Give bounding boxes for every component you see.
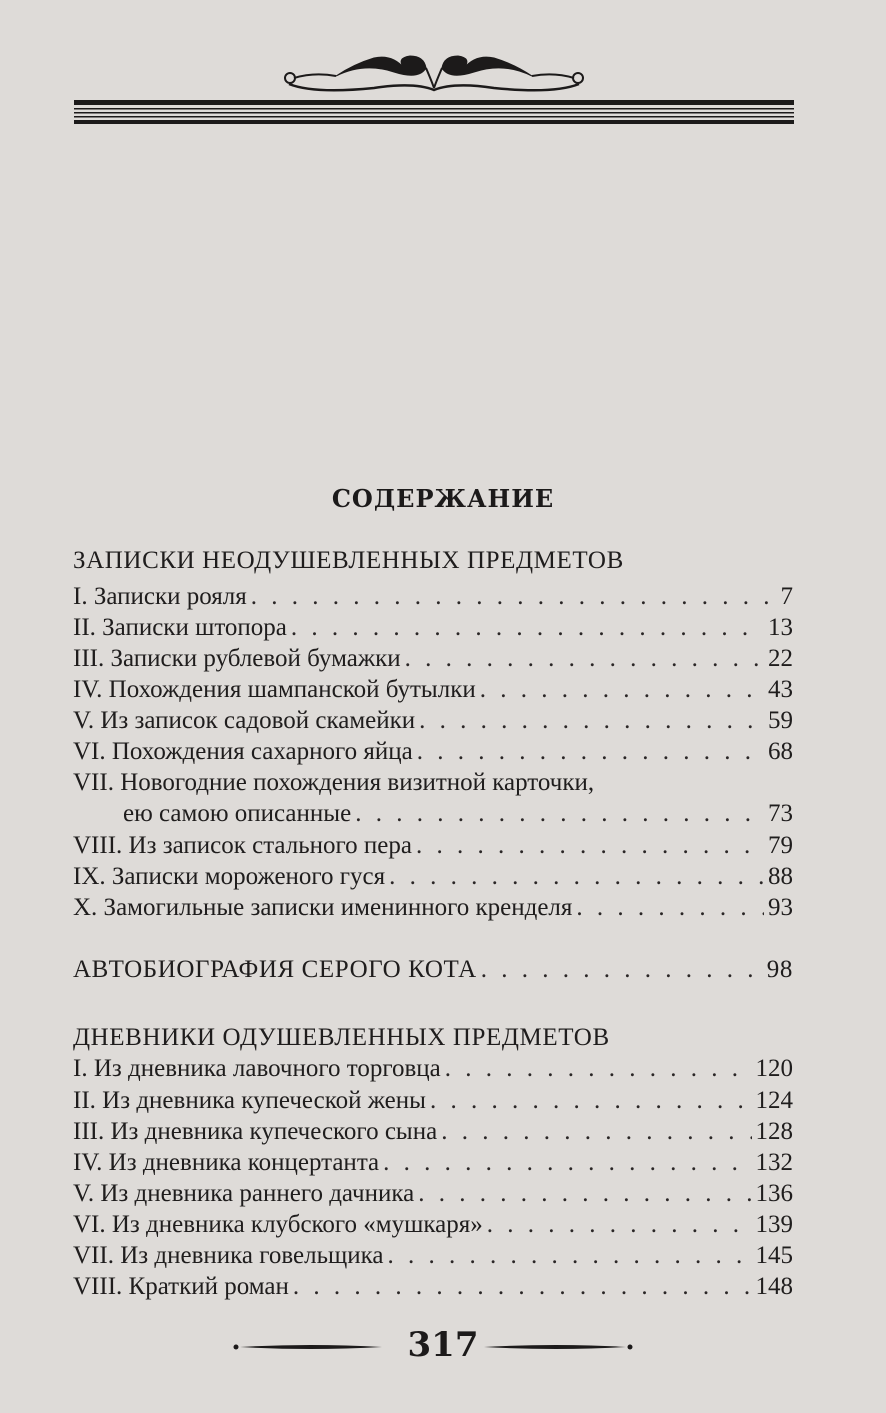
- toc-entry-page: 124: [755, 1087, 793, 1114]
- dot-leader: [419, 707, 764, 735]
- toc-entry[interactable]: [73, 894, 793, 926]
- toc-entry-page: 98: [766, 956, 793, 983]
- toc-entry[interactable]: [73, 1180, 793, 1212]
- section-title-animate: ДНЕВНИКИ ОДУШЕВЛЕННЫХ ПРЕДМЕТОВ: [73, 1024, 610, 1051]
- toc-entry-page: 145: [755, 1242, 793, 1269]
- toc-entry[interactable]: [73, 1055, 793, 1087]
- dot-leader: [389, 863, 764, 891]
- toc-entry-page: 120: [755, 1055, 793, 1082]
- toc-entry-label: АВТОБИОГРАФИЯ СЕРОГО КОТА: [73, 956, 477, 983]
- dot-leader: [417, 738, 764, 766]
- toc-entry-label: I. Из дневника лавочного торговца: [73, 1055, 441, 1082]
- toc-entry-page: 73: [768, 800, 793, 827]
- dot-leader: [416, 832, 764, 860]
- toc-entry-page: 7: [780, 583, 793, 610]
- toc-entry-label: VI. Из дневника клубского «мушкаря»: [73, 1211, 483, 1238]
- toc-entry[interactable]: [73, 614, 793, 646]
- toc-entry[interactable]: [73, 832, 793, 864]
- page-title: СОДЕРЖАНИЕ: [331, 484, 555, 513]
- dot-leader: [441, 1118, 751, 1146]
- toc-entry-label: VII. Новогодние похождения визитной карточки,: [73, 769, 595, 796]
- page-footer: [0, 1325, 886, 1365]
- toc-entry-label: V. Из дневника раннего дачника: [73, 1180, 415, 1207]
- dot-leader: [383, 1149, 751, 1177]
- toc-entry[interactable]: [73, 1087, 793, 1119]
- toc-entry-label: VII. Из дневника говельщика: [73, 1242, 384, 1269]
- toc-entry[interactable]: [73, 1273, 793, 1305]
- toc-entry-label: IX. Записки мороженого гуся: [73, 863, 386, 890]
- toc-entry-label: VI. Похождения сахарного яйца: [73, 738, 413, 765]
- toc-entry-label: ею самою описанные: [123, 800, 352, 827]
- toc-entry-label: VIII. Краткий роман: [73, 1273, 289, 1300]
- toc-entry[interactable]: [73, 1211, 793, 1243]
- dot-leader: [293, 1273, 752, 1301]
- toc-entry[interactable]: [73, 769, 793, 801]
- dot-leader: [480, 676, 764, 704]
- dot-leader: [251, 583, 777, 611]
- toc-entry-page: 43: [768, 676, 793, 703]
- dot-leader: [291, 614, 764, 642]
- decorative-header-ornament: [74, 44, 794, 144]
- page-number: 317: [407, 1325, 479, 1365]
- toc-entry[interactable]: [73, 863, 793, 895]
- dot-leader: [355, 800, 764, 828]
- toc-entry-label: IV. Из дневника концертанта: [73, 1149, 380, 1176]
- toc-entry[interactable]: [73, 676, 793, 708]
- toc-entry-cat-autobiography[interactable]: [73, 956, 793, 988]
- toc-entry-page: 136: [755, 1180, 793, 1207]
- toc-entry-page: 93: [768, 894, 793, 921]
- section-title-inanimate: ЗАПИСКИ НЕОДУШЕВЛЕННЫХ ПРЕДМЕТОВ: [73, 547, 624, 574]
- toc-entry[interactable]: [73, 583, 793, 615]
- toc-entry-label: III. Записки рублевой бумажки: [73, 645, 401, 672]
- toc-entry[interactable]: [73, 1149, 793, 1181]
- toc-entry-page: 13: [768, 614, 793, 641]
- toc-entry-page: 79: [768, 832, 793, 859]
- toc-entry[interactable]: [73, 1118, 793, 1150]
- toc-entry-continuation[interactable]: [123, 800, 793, 832]
- toc-entry-label: IV. Похождения шампанской бутылки: [73, 676, 476, 703]
- toc-entry-label: VIII. Из записок стального пера: [73, 832, 412, 859]
- toc-entry-page: 148: [755, 1273, 793, 1300]
- toc-entry[interactable]: [73, 738, 793, 770]
- toc-entry-page: 88: [768, 863, 793, 890]
- toc-entry-page: 68: [768, 738, 793, 765]
- toc-entry-label: III. Из дневника купеческого сына: [73, 1118, 438, 1145]
- toc-entry-label: II. Из дневника купеческой жены: [73, 1087, 426, 1114]
- toc-entry[interactable]: [73, 707, 793, 739]
- dot-leader: [487, 1211, 752, 1239]
- toc-entry-label: X. Замогильные записки именинного кренделя: [73, 894, 573, 921]
- dot-leader: [430, 1087, 752, 1115]
- toc-entry-page: 22: [768, 645, 793, 672]
- dot-leader: [418, 1180, 751, 1208]
- dot-leader: [388, 1242, 752, 1270]
- toc-entry-page: 59: [768, 707, 793, 734]
- dot-leader: [481, 956, 763, 984]
- toc-entry-page: 132: [755, 1149, 793, 1176]
- toc-entry-page: 139: [755, 1211, 793, 1238]
- dot-leader: [576, 894, 764, 922]
- toc-entry-page: 128: [755, 1118, 793, 1145]
- dot-leader: [445, 1055, 752, 1083]
- toc-entry-label: V. Из записок садовой скамейки: [73, 707, 416, 734]
- toc-entry-label: II. Записки штопора: [73, 614, 287, 641]
- dot-leader: [405, 645, 764, 673]
- toc-entry[interactable]: [73, 645, 793, 677]
- toc-entry[interactable]: [73, 1242, 793, 1274]
- toc-entry-label: I. Записки рояля: [73, 583, 247, 610]
